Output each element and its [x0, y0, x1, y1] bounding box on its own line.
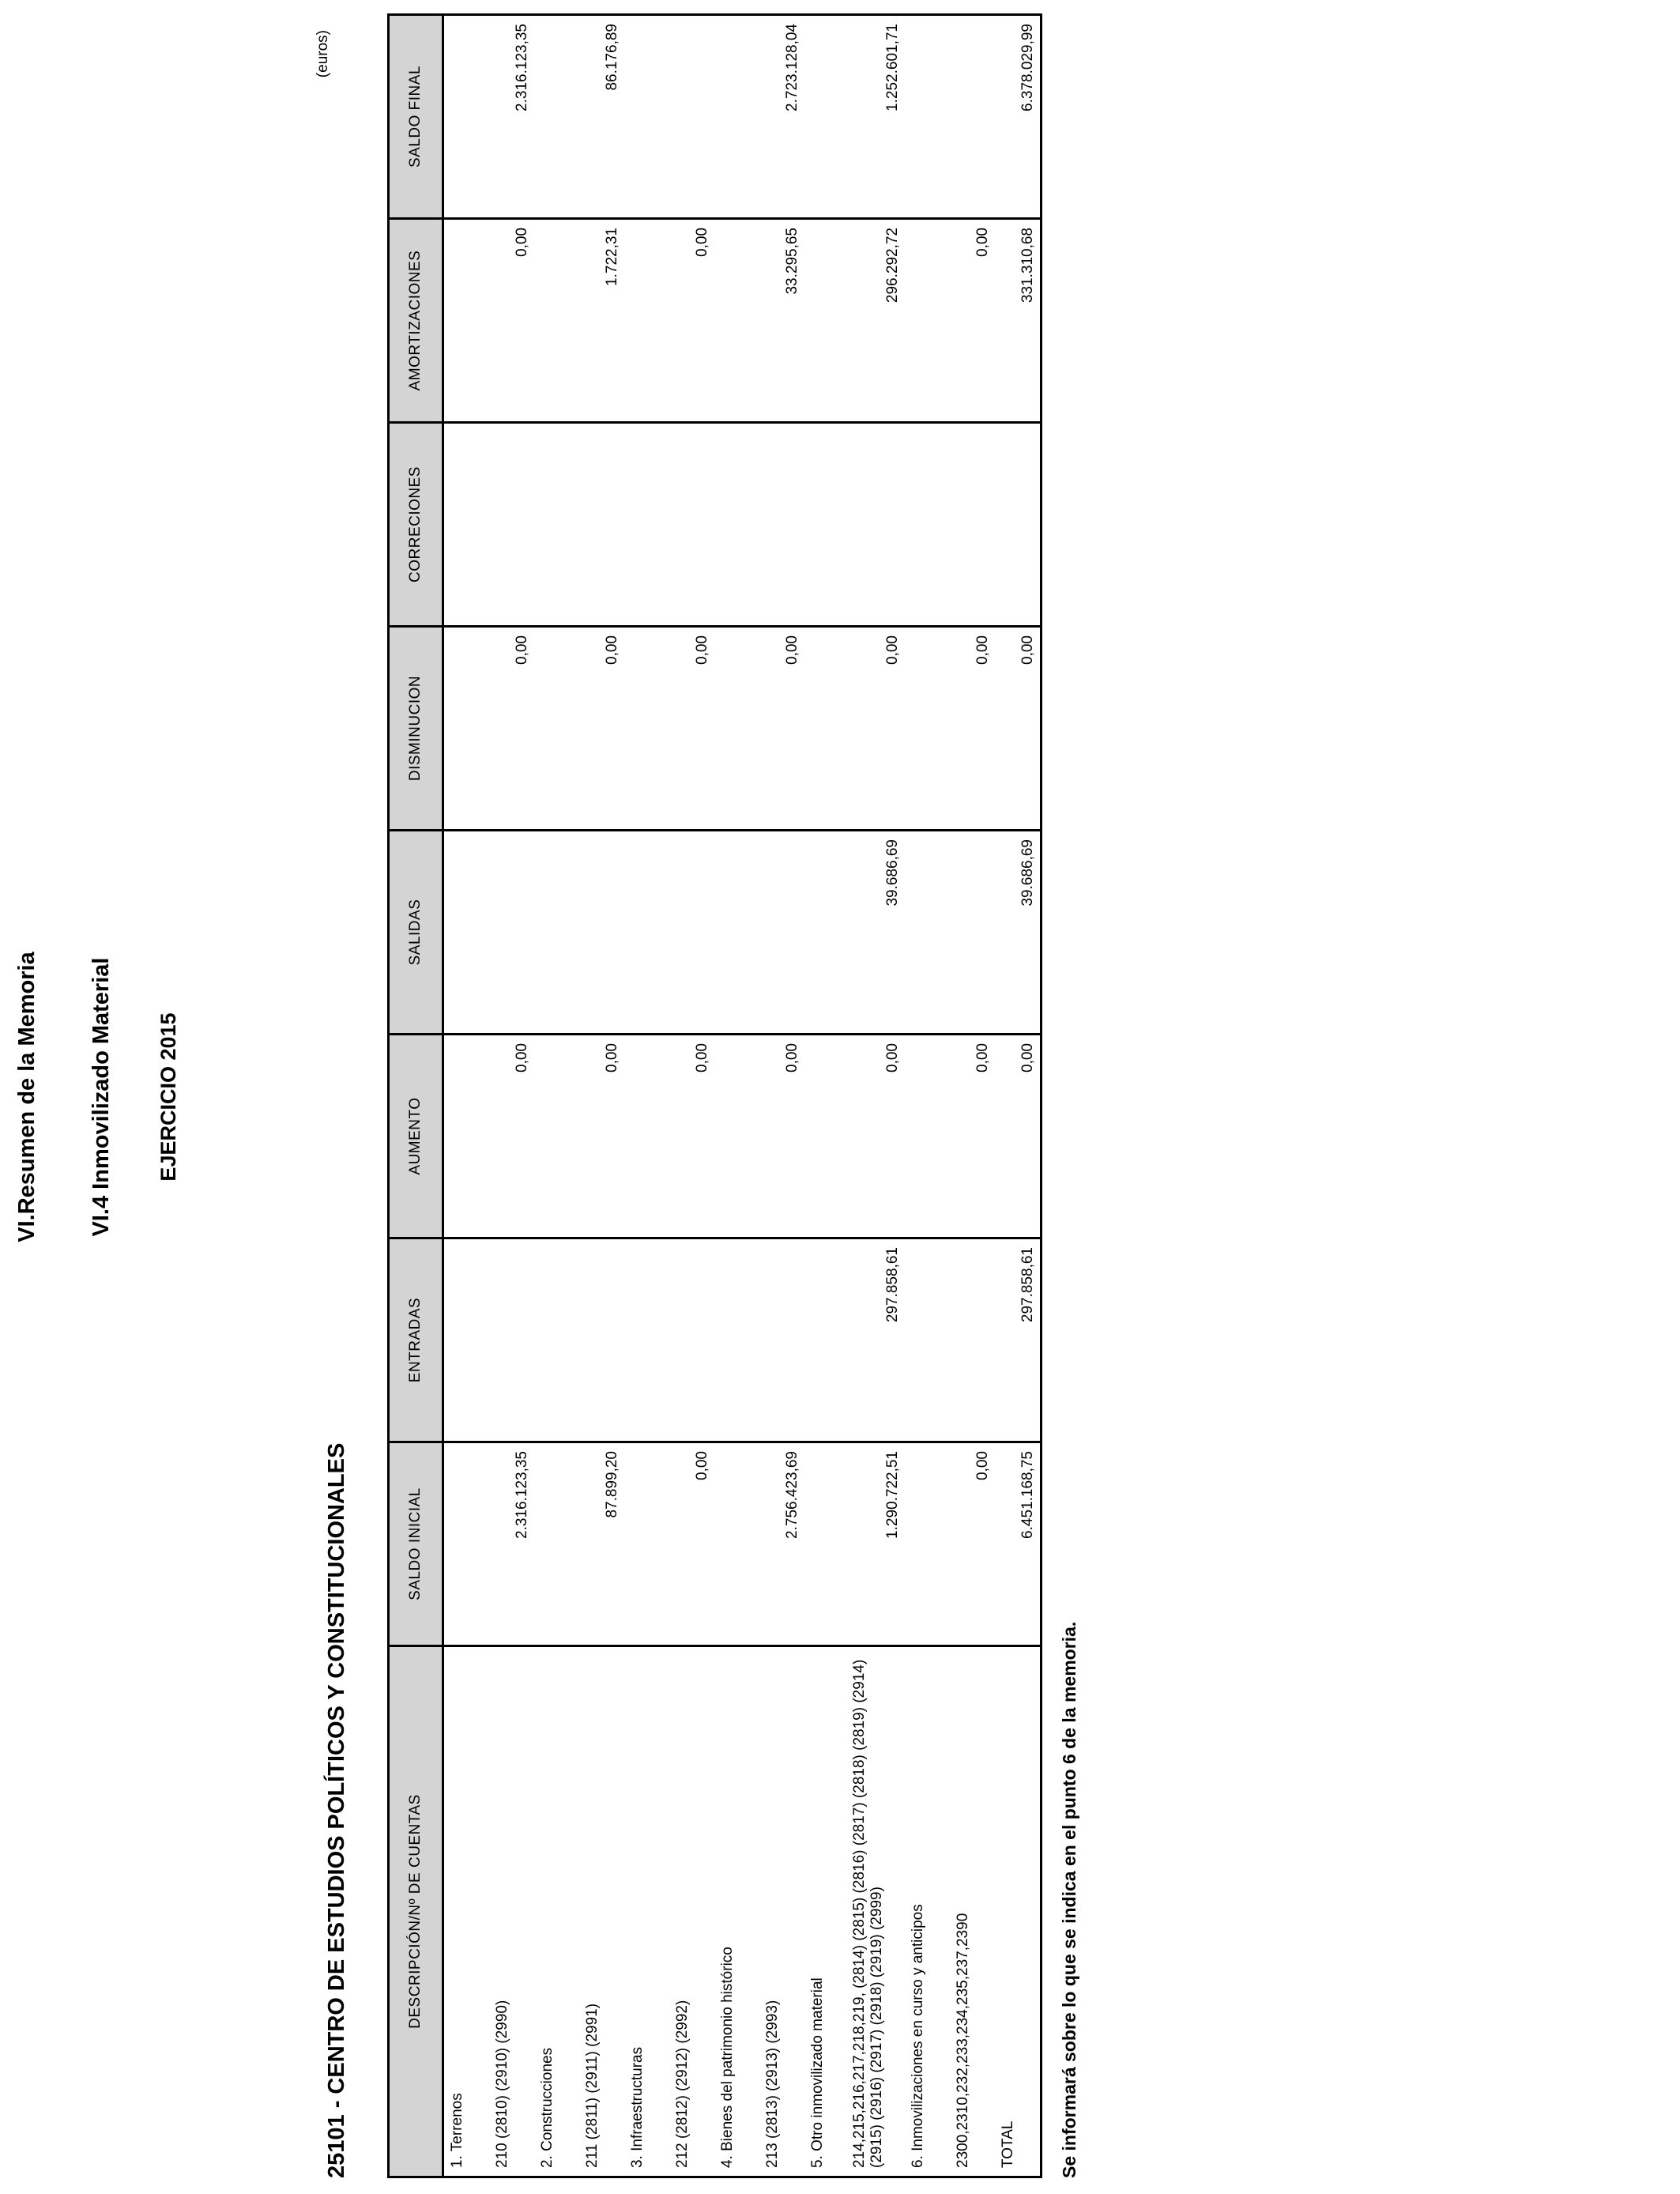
column-header-salidas: SALIDAS: [389, 831, 443, 1035]
value-cell: 0,00: [995, 1035, 1042, 1238]
value-cell: [804, 15, 849, 219]
column-header-saldo-final: SALDO FINAL: [389, 15, 443, 219]
value-cell: [579, 1238, 624, 1442]
column-header-disminucion: DISMINUCION: [389, 627, 443, 831]
value-cell: 0,00: [995, 627, 1042, 831]
value-cell: [624, 1442, 669, 1646]
value-cell: 39.686,69: [995, 831, 1042, 1035]
row-description: 5. Otro inmovilizado material: [804, 1646, 849, 2177]
value-cell: [905, 423, 950, 627]
table-row: [849, 15, 905, 2177]
value-cell: [714, 219, 759, 423]
value-cell: [534, 831, 579, 1035]
table-row: [950, 15, 995, 2177]
value-cell: [624, 627, 669, 831]
row-description: 210 (2810) (2910) (2990): [489, 1646, 534, 2177]
value-cell: [624, 1238, 669, 1442]
value-cell: [534, 1238, 579, 1442]
value-cell: [624, 15, 669, 219]
value-cell: 2.723.128,04: [759, 15, 804, 219]
value-cell: 6.451.168,75: [995, 1442, 1042, 1646]
column-header-entradas: ENTRADAS: [389, 1238, 443, 1442]
table-row: [534, 15, 579, 2177]
value-cell: [534, 423, 579, 627]
value-cell: 2.316.123,35: [489, 15, 534, 219]
value-cell: [443, 1238, 490, 1442]
fiscal-year-title: EJERCICIO 2015: [156, 1012, 180, 1182]
value-cell: [804, 627, 849, 831]
value-cell: 0,00: [489, 219, 534, 423]
value-cell: [905, 219, 950, 423]
value-cell: [950, 15, 995, 219]
value-cell: [489, 423, 534, 627]
value-cell: [759, 1238, 804, 1442]
row-description: 212 (2812) (2912) (2992): [669, 1646, 714, 2177]
value-cell: 0,00: [759, 1035, 804, 1238]
value-cell: [624, 831, 669, 1035]
column-header-aumento: AUMENTO: [389, 1035, 443, 1238]
table-row: [905, 15, 950, 2177]
fixed-assets-table: [387, 13, 1042, 2178]
footnote: Se informará sobre lo que se indica en el punto 6 de la memoria.: [1059, 1621, 1079, 2178]
value-cell: 331.310,68: [995, 219, 1042, 423]
value-cell: 0,00: [759, 627, 804, 831]
column-header-amortizaciones: AMORTIZACIONES: [389, 219, 443, 423]
entity-title: 25101 - CENTRO DE ESTUDIOS POLÍTICOS Y CONSTITUCIONALES: [324, 1442, 349, 2178]
row-description: 213 (2813) (2913) (2993): [759, 1646, 804, 2177]
value-cell: [443, 1035, 490, 1238]
value-cell: [804, 1238, 849, 1442]
value-cell: 297.858,61: [849, 1238, 905, 1442]
value-cell: [534, 1442, 579, 1646]
row-description: 2. Construcciones: [534, 1646, 579, 2177]
row-description: 214,215,216,217,218,219, (2814) (2815) (2816) (2817) (2818) (2819) (2914) (2915) (2916) (2917) (2918) (2919) (2999): [849, 1646, 905, 2177]
value-cell: [669, 423, 714, 627]
value-cell: 0,00: [489, 1035, 534, 1238]
value-cell: [714, 1442, 759, 1646]
value-cell: 0,00: [669, 1035, 714, 1238]
value-cell: 0,00: [669, 219, 714, 423]
row-description: 211 (2811) (2911) (2991): [579, 1646, 624, 2177]
value-cell: [669, 15, 714, 219]
value-cell: [714, 627, 759, 831]
value-cell: 0,00: [669, 627, 714, 831]
value-cell: 0,00: [950, 219, 995, 423]
value-cell: [714, 15, 759, 219]
value-cell: [905, 1442, 950, 1646]
value-cell: [995, 423, 1042, 627]
value-cell: 1.290.722,51: [849, 1442, 905, 1646]
value-cell: [669, 831, 714, 1035]
column-header-correciones: CORRECIONES: [389, 423, 443, 627]
value-cell: 0,00: [950, 1035, 995, 1238]
value-cell: [443, 423, 490, 627]
value-cell: [804, 1035, 849, 1238]
value-cell: [950, 831, 995, 1035]
value-cell: [579, 423, 624, 627]
value-cell: 0,00: [950, 1442, 995, 1646]
value-cell: [950, 1238, 995, 1442]
value-cell: [443, 627, 490, 831]
value-cell: [443, 831, 490, 1035]
row-description: 1. Terrenos: [443, 1646, 490, 2177]
value-cell: [669, 1238, 714, 1442]
value-cell: [534, 1035, 579, 1238]
table-row: [489, 15, 534, 2177]
value-cell: 0,00: [669, 1442, 714, 1646]
value-cell: [624, 423, 669, 627]
table-row: [759, 15, 804, 2177]
value-cell: [534, 219, 579, 423]
table-row: [804, 15, 849, 2177]
value-cell: 0,00: [579, 1035, 624, 1238]
value-cell: [534, 15, 579, 219]
value-cell: 86.176,89: [579, 15, 624, 219]
value-cell: [804, 219, 849, 423]
value-cell: [804, 1442, 849, 1646]
value-cell: 0,00: [950, 627, 995, 831]
value-cell: [804, 831, 849, 1035]
value-cell: 2.316.123,35: [489, 1442, 534, 1646]
value-cell: [849, 423, 905, 627]
table-row: [624, 15, 669, 2177]
value-cell: [624, 219, 669, 423]
value-cell: 6.378.029,99: [995, 15, 1042, 219]
column-header-saldo-inicial: SALDO INICIAL: [389, 1442, 443, 1646]
value-cell: [489, 1238, 534, 1442]
value-cell: [443, 219, 490, 423]
value-cell: [443, 1442, 490, 1646]
value-cell: 0,00: [849, 1035, 905, 1238]
row-description: 4. Bienes del patrimonio histórico: [714, 1646, 759, 2177]
value-cell: [905, 15, 950, 219]
value-cell: 2.756.423,69: [759, 1442, 804, 1646]
value-cell: [950, 423, 995, 627]
row-description: 2300,2310,232,233,234,235,237,2390: [950, 1646, 995, 2177]
value-cell: 296.292,72: [849, 219, 905, 423]
value-cell: 0,00: [579, 627, 624, 831]
value-cell: [759, 423, 804, 627]
value-cell: 0,00: [849, 627, 905, 831]
value-cell: [905, 1238, 950, 1442]
value-cell: [905, 831, 950, 1035]
value-cell: [905, 1035, 950, 1238]
value-cell: 0,00: [489, 627, 534, 831]
value-cell: [714, 423, 759, 627]
value-cell: [714, 1035, 759, 1238]
value-cell: [804, 423, 849, 627]
value-cell: [714, 1238, 759, 1442]
value-cell: [714, 831, 759, 1035]
column-header-description: DESCRIPCIÓN/Nº DE CUENTAS: [389, 1646, 443, 2177]
table-row: [579, 15, 624, 2177]
value-cell: [759, 831, 804, 1035]
value-cell: 297.858,61: [995, 1238, 1042, 1442]
row-description: 6. Inmovilizaciones en curso y anticipos: [905, 1646, 950, 2177]
report-title: VI.Resumen de la Memoria: [14, 952, 40, 1242]
value-cell: [624, 1035, 669, 1238]
row-description: TOTAL: [995, 1646, 1042, 2177]
value-cell: [489, 831, 534, 1035]
value-cell: 1.722,31: [579, 219, 624, 423]
value-cell: 1.252.601,71: [849, 15, 905, 219]
units-label: (euros): [315, 30, 331, 78]
value-cell: 87.899,20: [579, 1442, 624, 1646]
table-row: [669, 15, 714, 2177]
table-row: [995, 15, 1042, 2177]
value-cell: [579, 831, 624, 1035]
value-cell: [534, 627, 579, 831]
value-cell: 33.295,65: [759, 219, 804, 423]
value-cell: [443, 15, 490, 219]
section-title: VI.4 Inmovilizado Material: [89, 957, 114, 1237]
value-cell: [905, 627, 950, 831]
table-row: [443, 15, 490, 2177]
row-description: 3. Infraestructuras: [624, 1646, 669, 2177]
value-cell: 39.686,69: [849, 831, 905, 1035]
table-row: [714, 15, 759, 2177]
table-header-row: [389, 15, 443, 2177]
